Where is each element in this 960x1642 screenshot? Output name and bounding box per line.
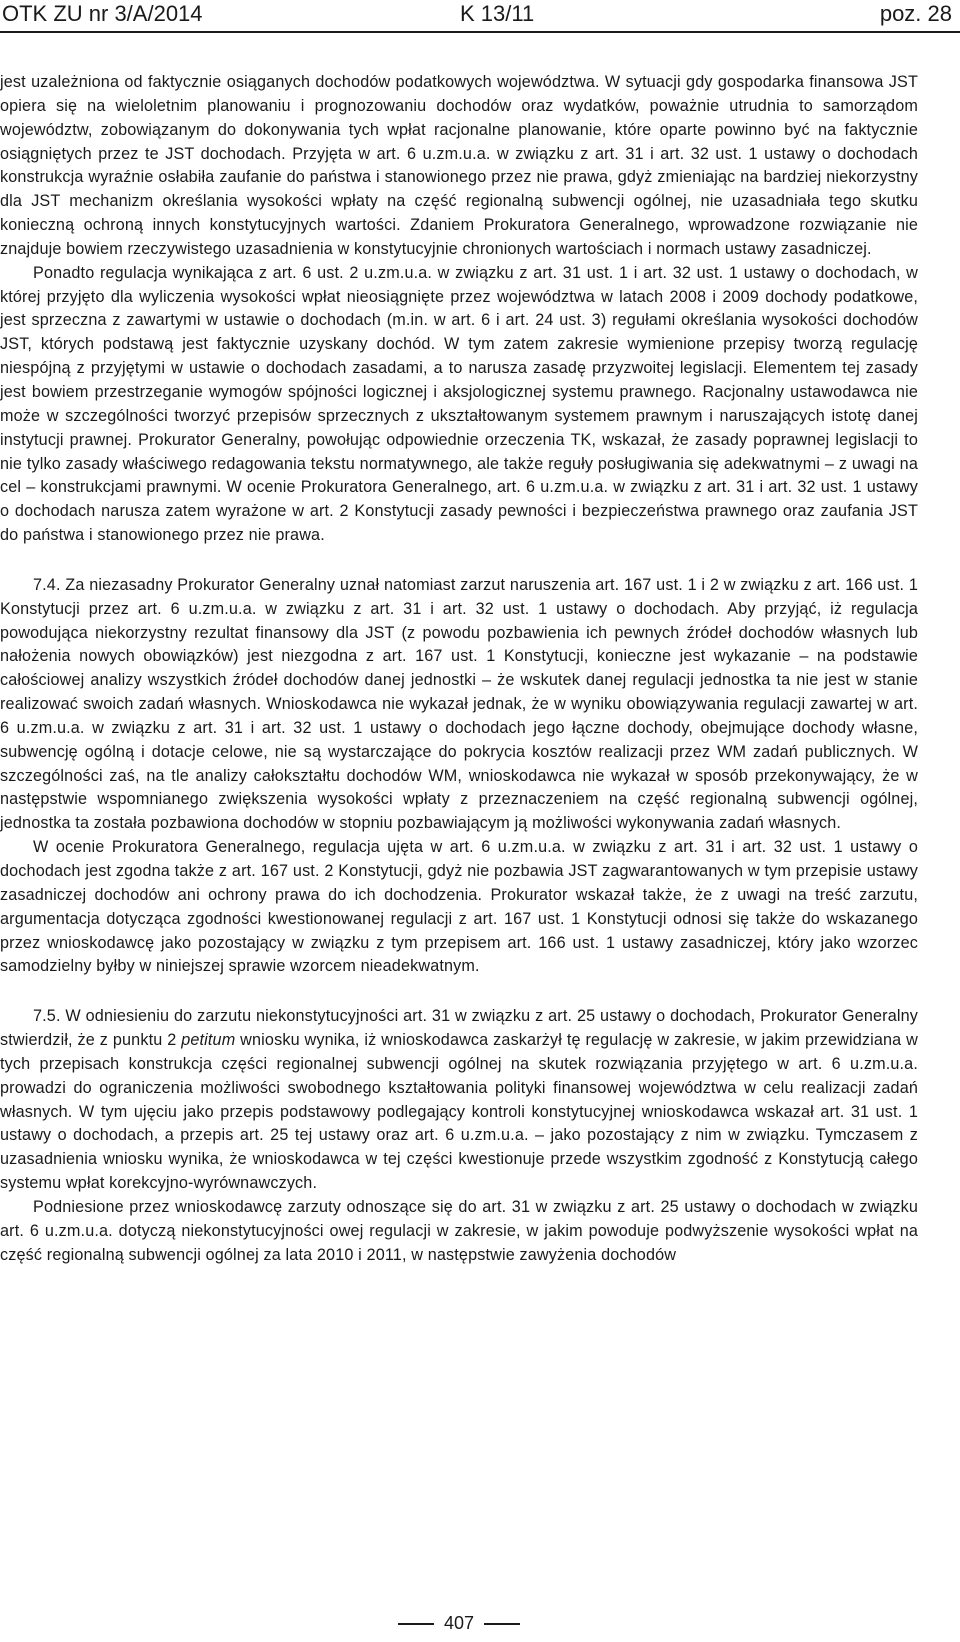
footer-dash-right <box>484 1623 520 1625</box>
section-7-5-paragraph: 7.5. W odniesieniu do zarzutu niekonstytucyjności art. 31 w związku z art. 25 ustawy o dochodach, Prokurator Generalny stwierdził, że z punktu 2 petitum wniosku wynika, iż wnioskodawca zaskarżył tę regulację w zakresie, w jakim przewidziana w tych przepisach konstrukcja części regionalnej subwencji ogólnej na skutek rozwiązania przyjętego w art. 6 u.zm.u.a. prowadzi do ograniczenia możliwości swobodnego kształtowania polityki finansowej województwa w celu realizacji zadań własnych. W tym ujęciu jako przepis podstawowy podlegający kontroli konstytucyjnej wnioskodawca wskazał art. 31 ust. 1 ustawy o dochodach, a przepis art. 25 tej ustawy oraz art. 6 u.zm.u.a. – jako pozostający z nim w związku. Tymczasem z uzasadnienia wniosku wynika, że wnioskodawca w tej części kwestionuje przede wszystkim zgodność z Konstytucją całego systemu wpłat korekcyjno-wyrównawczych. <box>0 1007 918 1193</box>
footer-dash-left <box>398 1623 434 1625</box>
paragraph: W ocenie Prokuratora Generalnego, regulacja ujęta w art. 6 u.zm.u.a. w związku z art. 31 i art. 32 ust. 1 ustawy o dochodach jest zgodna także z art. 167 ust. 2 Konstytucji, gdyż nie pozbawia JST zagwarantowanych w tym przepisie ustawy zasadniczej dochodów ani ochrony prawa do ich dochodzenia. Prokurator wskazał także, że z uwagi na treść zarzutu, argumentacja dotycząca zgodności kwestionowanej regulacji z art. 167 ust. 1 Konstytucji odnosi się także do wskazanego przez wnioskodawcę jako pozostający w związku z tym przepisem art. 166 ust. 1 ustawy zasadniczej, który jako wzorzec samodzielny byłby w niniejszej sprawie wzorcem nieadekwatnym. <box>0 838 918 976</box>
paragraph: Podniesione przez wnioskodawcę zarzuty odnoszące się do art. 31 w związku z art. 25 ustawy o dochodach w związku art. 6 u.zm.u.a. dotyczą niekonstytucyjności owej regulacji w zakresie, w jakim powoduje podwyższenie wysokości wpłat na część regionalną subwencji ogólnej za lata 2010 i 2011, w następstwie zawyżenia dochodów <box>0 1197 918 1264</box>
case-signature: K 13/11 <box>460 1 535 26</box>
header-rule <box>0 31 960 33</box>
running-header <box>0 0 960 34</box>
page-footer <box>0 1612 918 1634</box>
position-number: poz. 28 <box>879 1 952 26</box>
page-number: 407 <box>443 1613 475 1633</box>
section-7-4-paragraph: 7.4. Za niezasadny Prokurator Generalny uznał natomiast zarzut naruszenia art. 167 ust. 1 i 2 w związku z art. 166 ust. 1 Konstytucji przez art. 6 u.zm.u.a. w związku z art. 31 i art. 32 ust. 1 ustawy o dochodach. Aby przyjąć, iż regulacja powodująca niekorzystny rezultat finansowy dla JST (z powodu pozbawienia ich pewnych źródeł dochodów własnych lub nałożenia nowych obowiązków) jest niezgodna z art. 167 ust. 1 Konstytucji, konieczne jest wykazanie – na podstawie całościowej analizy wszystkich źródeł dochodów danej jednostki – że wskutek danej regulacji jednostka ta nie jest w stanie realizować swoich zadań własnych. Wnioskodawca nie wykazał jednak, że w wyniku obowiązywania regulacji zawartej w art. 6 u.zm.u.a. w związku z art. 31 i art. 32 ust. 1 ustawy o dochodach jego łączne dochody, obejmujące dochody własne, subwencję ogólną i dotacje celowe, nie są wystarczające do pokrycia kosztów realizacji przez WM zadań publicznych. W szczególności zaś, na tle analizy całokształtu dochodów WM, wnioskodawca nie wykazał w sposób przekonywający, że w następstwie wspomnianego zwiększenia wysokości wpłaty z przeznaczeniem na część regionalną subwencji ogólnej, jednostka ta została pozbawiona dochodów w stopniu pozbawiającym ją możliwości wykonywania zadań własnych. <box>0 575 918 833</box>
paragraph: jest uzależniona od faktycznie osiąganych dochodów podatkowych województwa. W sytuacji gdy gospodarka finansowa JST opiera się na wieloletnim planowaniu i prognozowaniu dochodów oraz wydatków, poważnie utrudnia to samorządom województw, zobowiązanym do dokonywania tych wpłat racjonalne planowanie, które oparte powinno być na faktycznie osiągniętych przez te JST dochodach. Przyjęta w art. 6 u.zm.u.a. w związku z art. 31 i art. 32 ust. 1 ustawy o dochodach konstrukcja wyraźnie osłabiła zaufanie do państwa i stanowionego przez nie prawa, gdyż zmieniając na bardziej niekorzystny dla JST mechanizm określania wysokości wpłaty na część regionalną subwencji ogólnej, nie uzasadniała tego skutku konieczną ochroną innych konstytucyjnych wartości. Zdaniem Prokuratora Generalnego, wprowadzone rozwiązanie nie znajduje bowiem rzeczywistego uzasadnienia w konstytucyjnie chronionych wartościach i normach ustawy zasadniczej. <box>0 73 918 258</box>
paragraph: Ponadto regulacja wynikająca z art. 6 ust. 2 u.zm.u.a. w związku z art. 31 ust. 1 i art. 32 ust. 1 ustawy o dochodach, w której przyjęto dla wyliczenia wysokości wpłat nieosiągnięte przez województwa w latach 2008 i 2009 dochody podatkowe, jest sprzeczna z zawartymi w ustawie o dochodach (m.in. w art. 6 i art. 24 ust. 3) regułami określania wysokości dochodów JST, których podstawą jest faktycznie uzyskany dochód. W tym zatem zakresie wymienione przepisy tworzą regulację niespójną z przyjętymi w ustawie o dochodach zasadami, a to narusza zasadę przyzwoitej legislacji. Elementem tej zasady jest bowiem przestrzeganie wymogów spójności logicznej i aksjologicznej systemu prawnego. Racjonalny ustawodawca nie może w szczególności tworzyć przepisów sprzecznych z ukształtowanym systemem prawnym i naruszających istotę danej instytucji prawnej. Prokurator Generalny, powołując odpowiednie orzeczenia TK, wskazał, że zasady poprawnej legislacji to nie tylko zasady właściwego redagowania tekstu normatywnego, ale także reguły posługiwania się adekwatnymi – z uwagi na cel – konstrukcjami prawnymi. W ocenie Prokuratora Generalnego, art. 6 u.zm.u.a. w związku z art. 31 i art. 32 ust. 1 ustawy o dochodach narusza zatem wyrażone w art. 2 Konstytucji zasady pewności i bezpieczeństwa prawnego oraz zaufania JST do państwa i stanowionego przez nie prawa. <box>0 263 918 545</box>
journal-reference: OTK ZU nr 3/A/2014 <box>2 1 203 26</box>
body-text <box>0 71 918 1268</box>
